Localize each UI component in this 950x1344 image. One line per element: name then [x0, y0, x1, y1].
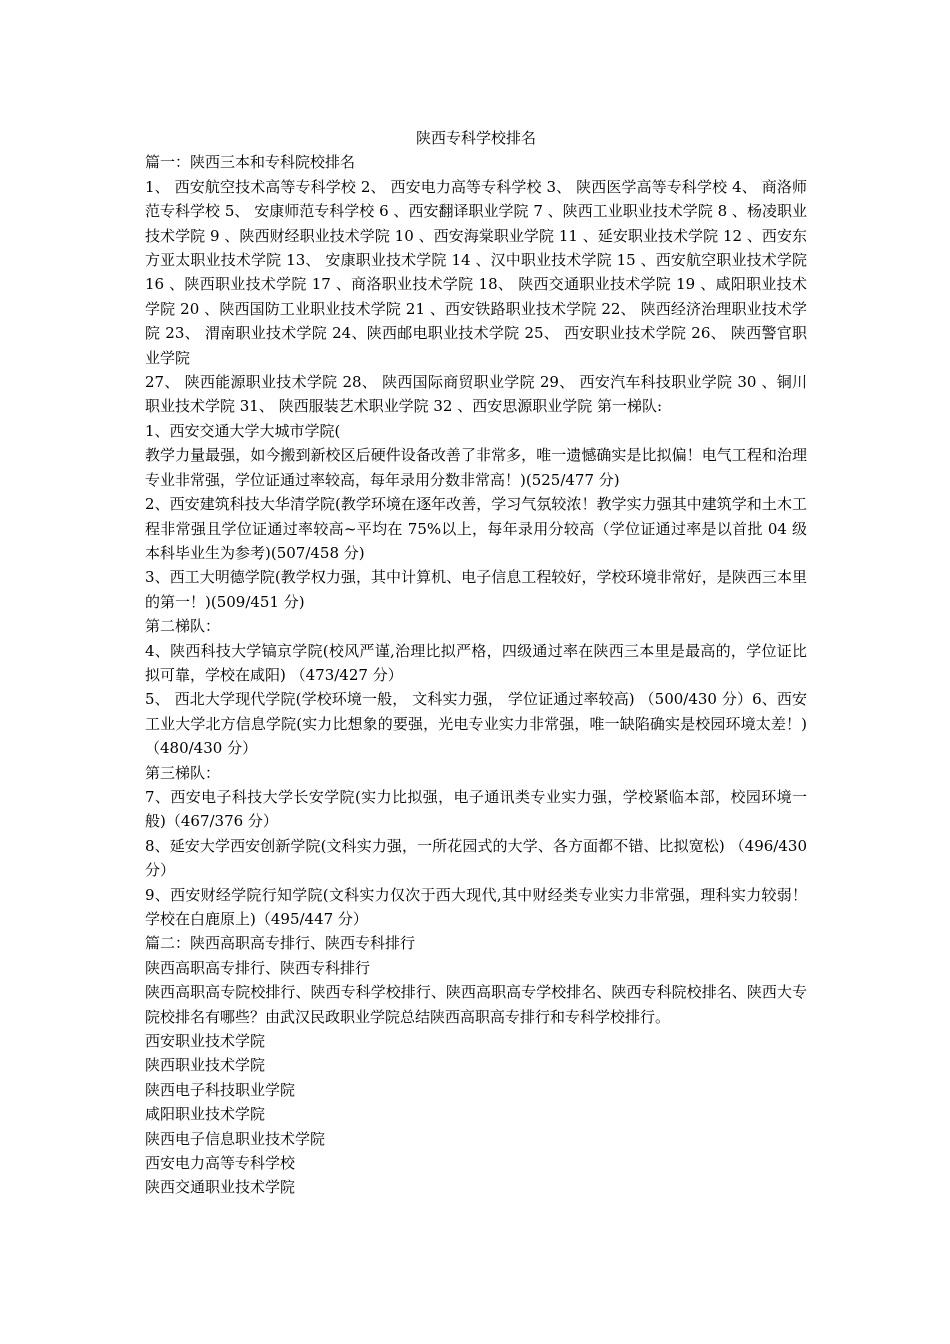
tier1-item-1-body: 教学力量最强，如今搬到新校区后硬件设备改善了非常多，唯一遗憾确实是比拟偏！电气工程和治理专业非常强，学位证通过率较高，每年录用分数非常高！)(525/477 分): [145, 446, 807, 489]
section-subheading: 陕西高职高专排行、陕西专科排行: [145, 958, 371, 977]
list-item: 西安电力高等专科学校: [145, 1154, 296, 1173]
list-item: 西安职业技术学院: [145, 1032, 266, 1051]
section-heading-1: 篇一：陕西三本和专科院校排名: [145, 153, 356, 172]
tier2-item-4: 4、陕西科技大学镐京学院(校风严谨,治理比拟严格，四级通过率在陕西三本里是最高的，学位证比拟可靠，学校在咸阳) （473/427 分）: [145, 641, 807, 684]
list-item: 陕西电子科技职业学院: [145, 1080, 296, 1099]
tier1-item-1-heading: 1、西安交通大学大城市学院(: [145, 421, 341, 440]
section-intro: 陕西高职高专院校排行、陕西专科学校排行、陕西高职高专学校排名、陕西专科院校排名、陕西大专院校排名有哪些？由武汉民政职业学院总结陕西高职高专排行和专科学校排行。: [145, 983, 807, 1026]
ranking-list-paragraph: 1、 西安航空技术高等专科学校 2、 西安电力高等专科学校 3、 陕西医学高等专科学校 4、 商洛师范专科学校 5、 安康师范专科学校 6 、西安翻译职业学院 7 、陕西工业职业技术学院 8 、杨凌职业技术学院 9 、陕西财经职业技术学院 10 、西安海棠职业学院 11 、延安职业技术学院 12 、西安东方亚太职业技术学院 13、 安康职业技术学院 14 、汉中职业技术学院 15 、西安航空职业技术学院 16 、陕西职业技术学院 17 、商洛职业技术学院 18、 陕西交通职业技术学院 19 、咸阳职业技术学院 20 、陕西国防工业职业技术学院 21 、西安铁路职业技术学院 22、 陕西经济治理职业技术学院 23、 渭南职业技术学院 24、陕西邮电职业技术学院 25、 西安职业技术学院 26、 陕西警官职业学院: [145, 177, 807, 367]
tier3-heading: 第三梯队：: [145, 763, 221, 782]
tier3-item-9: 9、西安财经学院行知学院(文科实力仅次于西大现代,其中财经类专业实力非常强，理科实力较弱！学校在白鹿原上)（495/447 分）: [145, 885, 807, 928]
ranking-list-continued: 27、 陕西能源职业技术学院 28、 陕西国际商贸职业学院 29、 西安汽车科技职业学院 30 、铜川职业技术学院 31、 陕西服装艺术职业学院 32 、西安思源职业学院 第一梯队:: [145, 373, 807, 416]
list-item: 陕西电子信息职业技术学院: [145, 1129, 326, 1148]
tier1-item-2: 2、西安建筑科技大华清学院(教学环境在逐年改善，学习气氛较浓！教学实力强其中建筑学和土木工程非常强且学位证通过率较高~平均在 75%以上，每年录用分较高（学位证通过率是以首批 04 级本科毕业生为参考)(507/458 分): [145, 495, 807, 562]
tier2-item-5-6: 5、 西北大学现代学院(学校环境一般， 文科实力强， 学位证通过率较高) （500/430 分）6、西安工业大学北方信息学院(实力比想象的要强，光电专业实力非常强，唯一缺陷确实是校园环境太差！)（480/430 分）: [145, 690, 807, 758]
tier3-item-7: 7、西安电子科技大学长安学院(实力比拟强，电子通讯类专业实力强，学校紧临本部，校园环境一般)（467/376 分）: [145, 787, 807, 831]
tier3-item-8: 8、延安大学西安创新学院(文科实力强，一所花园式的大学、各方面都不错、比拟宽松) （496/430 分）: [145, 836, 807, 880]
tier2-heading: 第二梯队：: [145, 617, 221, 636]
section-heading-2: 篇二：陕西高职高专排行、陕西专科排行: [145, 934, 416, 953]
list-item: 咸阳职业技术学院: [145, 1105, 266, 1124]
tier1-item-3: 3、西工大明德学院(教学权力强，其中计算机、电子信息工程较好，学校环境非常好，是陕西三本里的第一！)(509/451 分): [145, 568, 807, 611]
list-item: 陕西交通职业技术学院: [145, 1178, 296, 1197]
list-item: 陕西职业技术学院: [145, 1056, 266, 1075]
document-page: [145, 126, 807, 1200]
document-title: 陕西专科学校排名: [415, 129, 536, 147]
